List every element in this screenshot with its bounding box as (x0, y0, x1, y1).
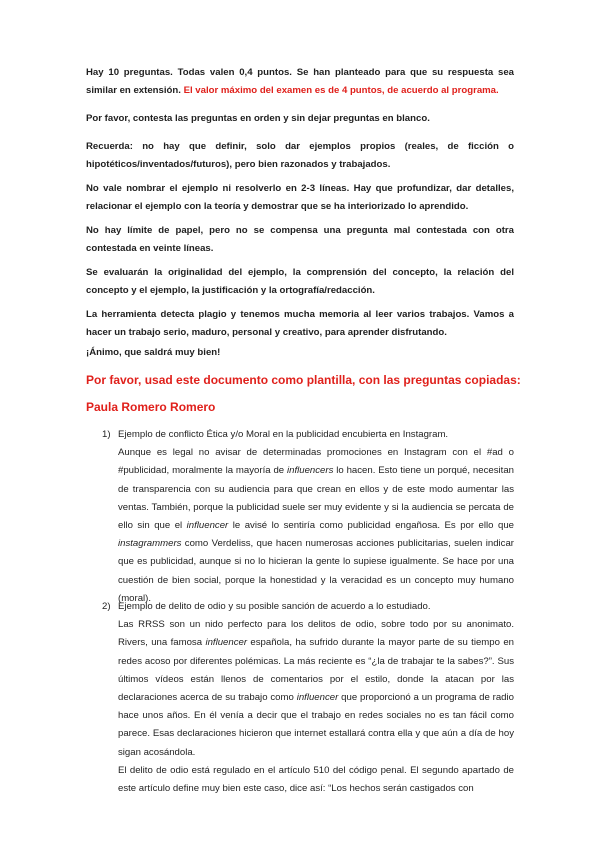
author-name: Paula Romero Romero (86, 400, 216, 414)
answer-text: le avisé lo sentiría como publicidad engañosa. Es por ello que (228, 520, 514, 532)
answer-text: que proporcionó a un programa de radio hace unos años. En él venía a decir que el trabajo en redes sociales no es tan fácil como parece. Esas declaraciones hicieron que internet estallará contra ella y que aún a día de hoy sigan acosándola. (118, 692, 514, 758)
question-2-answer (118, 619, 514, 757)
question-2-answer-continued: El delito de odio está regulado en el artículo 510 del código penal. El segundo apartado de este artículo define muy bien este caso, dice así: “Los hechos serán castigados con (118, 764, 514, 795)
answer-emphasis: instagrammers (118, 538, 182, 550)
answer-emphasis: influencer (186, 520, 229, 532)
answer-text: española, ha sufrido durante la mayor parte de su tiempo en redes acoso por diferentes polémicas. La más reciente es “¿la de trabajar te la sabes?”. Sus últimos vídeos están llenos de comentarios por el estilo, donde la atacan por las declaraciones acerca de su trabajo como (118, 637, 514, 704)
intro-paragraph-1 (86, 64, 514, 100)
answer-text: lo hacen. Esto tiene un porqué, necesitan de transparencia con su audiencia para que crean en ellos y de este modo aumentar las ventas. También, porque la publicidad suele ser muy evidente y si la audiencia se percata de ello sin que el (118, 465, 514, 532)
intro-paragraph-7: La herramienta detecta plagio y tenemos mucha memoria al leer varios trabajos. Vamos a hacer un trabajo serio, maduro, personal y creativo, para aprender disfrutando. (86, 309, 514, 339)
question-1-number: 1) (102, 429, 111, 440)
intro-paragraph-3: Recuerda: no hay que definir, solo dar ejemplos propios (reales, de ficción o hipotéticos/inventados/futuros), pero bien razonados y trabajados. (86, 141, 514, 171)
question-2 (118, 598, 514, 798)
answer-emphasis: influencer (205, 637, 248, 649)
question-2-title: Ejemplo de delito de odio y su posible sanción de acuerdo a lo estudiado. (118, 601, 431, 612)
intro-paragraph-4: No vale nombrar el ejemplo ni resolverlo en 2-3 líneas. Hay que profundizar, dar detalles, relacionar el ejemplo con la teoría y demostrar que se ha interiorizado lo aprendido. (86, 183, 514, 213)
question-2-number: 2) (102, 601, 111, 612)
intro-paragraph-2: Por favor, contesta las preguntas en orden y sin dejar preguntas en blanco. (86, 113, 430, 124)
answer-text: Aunque es legal no avisar de determinadas promociones en Instagram con el #ad o #publicidad, moralmente la mayoría de (118, 447, 514, 477)
intro-paragraph-6: Se evaluarán la originalidad del ejemplo, la comprensión del concepto, la relación del concepto y el ejemplo, la justificación y la ortografía/redacción. (86, 267, 514, 297)
template-note: Por favor, usad este documento como plantilla, con las preguntas copiadas: (86, 373, 521, 387)
question-1 (118, 426, 514, 608)
question-1-answer (118, 447, 514, 604)
answer-emphasis: influencers (286, 465, 334, 477)
intro-paragraph-8: ¡Ánimo, que saldrá muy bien! (86, 347, 221, 358)
answer-text: Las RRSS son un nido perfecto para los delitos de odio, sobre todo por su anonimato. Rivers, una famosa (118, 619, 514, 649)
intro-paragraph-5: No hay límite de papel, pero no se compensa una pregunta mal contestada con otra contestada en veinte líneas. (86, 225, 514, 255)
question-1-title: Ejemplo de conflicto Ética y/o Moral en la publicidad encubierta en Instagram. (118, 429, 449, 440)
answer-emphasis: influencer (296, 692, 339, 704)
intro-text: Hay 10 preguntas. Todas valen 0,4 puntos. Se han planteado para que su respuesta sea similar en extensión. (86, 67, 514, 97)
max-score-note: El valor máximo del examen es de 4 puntos, de acuerdo al programa. (183, 85, 499, 97)
answer-text: como Verdeliss, que hacen numerosas acciones publicitarias, suelen indicar que es publicidad, aunque si no lo hicieran la gente lo supiese igualmente. Se hace por una cuestión de bien social, porque la honestidad y la veracidad es un concepto muy humano (moral). (118, 538, 514, 604)
